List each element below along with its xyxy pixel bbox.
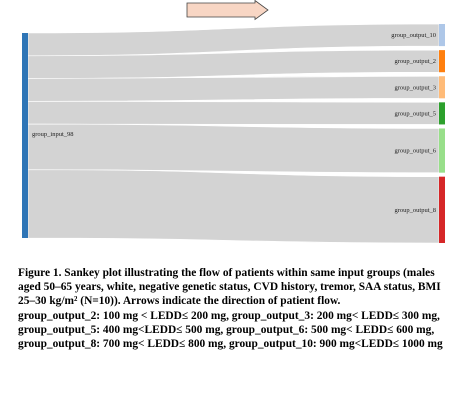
node-group-output-3 [439,76,445,98]
node-group-output-10 [439,24,445,46]
arrow-right-icon [187,1,268,20]
node-label-group-output-2: group_output_2 [394,58,436,66]
caption-legend: group_output_2: 100 mg < LEDD≤ 200 mg, group_output_3: 200 mg< LEDD≤ 300 mg, group_output_5: 400 mg<LEDD≤ 500 mg, group_output_6: 500 mg< LEDD≤ 600 mg, group_output_8: 700 mg< LEDD≤ 800 mg, group_output_10: 900 mg<LEDD≤ 1000 mg [18,309,443,351]
figure-caption [18,266,458,351]
link-group-output-3 [28,76,439,101]
node-group-output-2 [439,50,445,72]
node-label-group-output-3: group_output_3 [394,84,436,92]
link-group-output-8 [28,170,439,243]
node-label-group-output-10: group_output_10 [391,32,436,40]
node-group-output-8 [439,177,445,243]
flow-direction-arrow-icon [187,1,268,20]
caption-title: Figure 1. Sankey plot illustrating the flow of patients within same input groups (males aged 50–65 years, white, negative genetic status, CVD history, tremor, SAA status, BMI 25–30 kg/m² (N=10)). Arrows indicate the direction of patient flow. [18,267,441,308]
node-label-group-input-98: group_input_98 [32,131,74,138]
link-group-output-6 [28,124,439,173]
node-group-output-6 [439,128,445,172]
node-label-group-output-5: group_output_5 [394,110,436,118]
node-group-input-98 [22,33,28,238]
node-group-output-5 [439,102,445,124]
node-label-group-output-6: group_output_6 [394,147,436,155]
sankey-links [28,24,439,243]
node-label-group-output-8: group_output_8 [394,206,436,214]
link-group-output-5 [28,101,439,124]
